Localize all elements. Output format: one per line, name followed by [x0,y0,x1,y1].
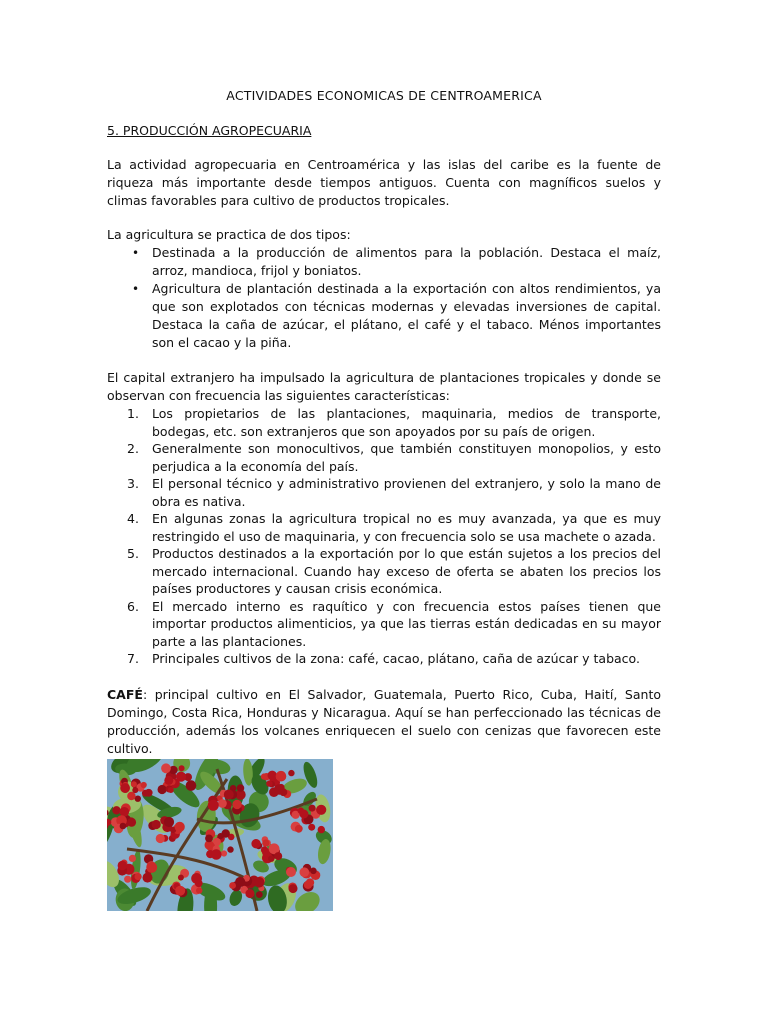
coffee-berry [143,872,153,882]
coffee-berry [300,867,310,877]
list-number: 3. [127,476,139,491]
list-item-text: Agricultura de plantación destinada a la exportación con altos rendimientos, ya que son explotados con técnicas modernas y elevadas inversiones de capital. Destaca la caña de azúcar, el plátano, el café y el tabaco. Ménos importantes son el cacao y la piña. [152,281,661,350]
coffee-berry [196,887,202,893]
list-item-text: Destinada a la producción de alimentos para la población. Destaca el maíz, arroz, mandioca, frijol y boniatos. [152,245,661,278]
coffee-berry [205,834,213,842]
coffee-berry [146,862,157,873]
list-item-text: El mercado interno es raquítico y con frecuencia estos países tienen que importar productos alimenticios, ya que las tierras están dedicadas en su mayor parte a las plantaciones. [152,598,661,649]
list-item [132,280,661,352]
coffee-berry [268,770,277,779]
coffee-berry [227,846,233,852]
coffee-berry [120,807,130,817]
list-item [127,545,661,598]
intro-paragraph: La actividad agropecuaria en Centroamérica y las islas del caribe es la fuente de riqueza más importante desde tiempos antiguos. Cuenta con magníficos suelos y climas favorables para cultivo de productos tropicales. [107,157,661,208]
coffee-berry [295,824,303,832]
coffee-berry [274,852,282,860]
list-number: 7. [127,651,139,666]
coffee-berry [309,804,316,811]
coffee-berry [276,770,287,781]
coffee-berry [288,769,294,775]
list-number: 5. [127,546,139,561]
agriculture-types-list [107,244,661,352]
coffee-berry [237,784,245,792]
list-number: 1. [127,406,139,421]
coffee-berry [158,784,167,793]
coffee-berry [245,889,254,898]
coffee-berry [218,799,227,808]
coffee-berry [135,873,142,880]
coffee-berry [268,855,274,861]
list-item-text: Generalmente son monocultivos, que también constituyen monopolios, y esto perjudica a la economía del país. [152,441,661,474]
coffee-berry [262,839,269,846]
coffee-berry [156,833,165,842]
list-item [127,598,661,651]
coffee-berry [124,875,131,882]
coffee-berry [178,874,184,880]
coffee-berry [129,854,136,861]
coffee-berry [164,816,174,826]
coffee-berry [218,833,224,839]
coffee-berry [120,783,130,793]
coffee-berry [261,773,267,779]
cafe-label: CAFÉ [107,686,143,702]
coffee-berry [118,860,127,869]
list-number: 6. [127,598,139,614]
list-item-text: Los propietarios de las plantaciones, maquinaria, medios de transporte, bodegas, etc. son extranjeros que son apoyados por su país de origen. [152,406,661,439]
coffee-berry [132,787,138,793]
coffee-berry [289,884,298,893]
document-title: ACTIVIDADES ECONOMICAS DE CENTROAMERICA [226,88,542,103]
list-item [127,440,661,475]
coffee-berry [142,789,149,796]
coffee-berry [211,849,222,860]
coffee-berry [224,789,234,799]
coffee-berry [266,780,272,786]
coffee-berry [186,780,197,791]
coffee-berry [141,781,147,787]
list-item-text: Productos destinados a la exportación por lo que están sujetos a los precios del mercado internacional. Cuando hay exceso de oferta se abaten los precios los países productores y causan crisis económica. [152,546,661,596]
coffee-berry [306,878,314,886]
list-item [127,405,661,440]
list-item [132,244,661,280]
coffee-berry [208,799,219,810]
coffee-berry [286,867,296,877]
coffee-berry [232,799,241,808]
coffee-berry [269,787,279,797]
list-item-text: El personal técnico y administrativo provienen del extranjero, y solo la mano de obra es nativa. [152,476,661,509]
coffee-berry [256,891,263,898]
bullet-icon: • [132,282,140,296]
coffee-berry [229,882,236,889]
coffee-berry [164,775,173,784]
characteristics-list [107,405,661,668]
coffee-berry [191,873,202,884]
coffee-berry [176,771,186,781]
coffee-berry [127,791,135,799]
coffee-berry [152,819,161,828]
coffee-berry [161,763,171,773]
section-heading: 5. PRODUCCIÓN AGROPECUARIA [107,123,312,138]
coffee-plant-illustration [107,759,333,911]
coffee-berry [308,823,315,830]
coffee-berry [179,765,185,771]
coffee-berry [299,809,308,818]
cafe-text: : principal cultivo en El Salvador, Guatemala, Puerto Rico, Cuba, Haití, Santo Domingo, Costa Rica, Honduras y Nicaragua. Aquí se han perfeccionado las técnicas de producción, además los volcanes enriquecen el suelo con cenizas que favorecen este cultivo. [107,686,661,756]
cafe-paragraph [107,686,661,758]
coffee-berry [112,806,120,814]
coffee-berry [318,825,325,832]
list-number: 2. [127,441,139,456]
coffee-berry [316,804,326,814]
coffee-berry [235,876,245,886]
coffee-berry [175,885,185,895]
list-item-text: En algunas zonas la agricultura tropical no es muy avanzada, ya que es muy restringido el uso de maquinaria, y con frecuencia solo se usa machete o azada. [152,511,661,544]
list-item [127,650,661,668]
coffee-berry [120,822,127,829]
list-item [127,475,661,510]
coffee-berry [221,850,227,856]
list-number: 4. [127,511,139,526]
list-item [127,510,661,545]
coffee-berry [131,781,137,787]
agriculture-intro: La agricultura se practica de dos tipos: [107,227,351,242]
bullet-icon: • [132,246,140,260]
coffee-berries-photo [107,759,333,911]
coffee-berry [175,821,185,831]
coffee-berry [168,787,174,793]
list-item-text: Principales cultivos de la zona: café, cacao, plátano, caña de azúcar y tabaco. [152,651,640,666]
coffee-berry [251,839,260,848]
capital-intro: El capital extranjero ha impulsado la agricultura de plantaciones tropicales y donde se observan con frecuencia las siguientes características: [107,370,661,403]
coffee-berry [254,877,265,888]
coffee-berry [127,817,136,826]
